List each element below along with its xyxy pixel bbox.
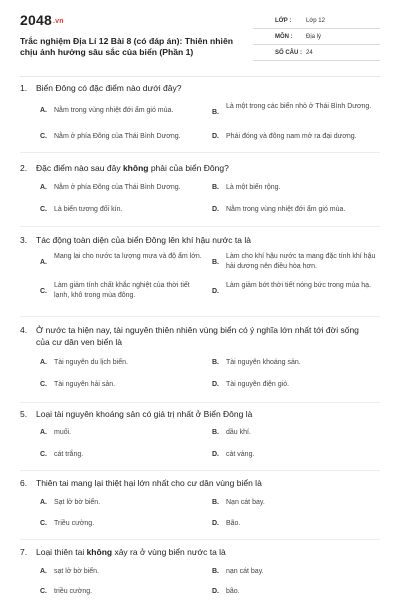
question-7 bbox=[20, 546, 380, 595]
question-text-emphasis: không bbox=[86, 547, 113, 557]
option-text: cát vàng. bbox=[226, 451, 255, 458]
option-letter: B. bbox=[212, 184, 219, 191]
question-separator bbox=[20, 470, 380, 471]
logo-suffix: .vn bbox=[52, 17, 64, 25]
option-text: muối. bbox=[54, 429, 72, 436]
question-text bbox=[36, 409, 252, 419]
option-text: Nằm trong vùng nhiệt đới ẩm gió mùa. bbox=[226, 206, 346, 213]
option-text: Làm giảm tính chất khắc nghiệt của thời tiết lạnh, khô trong mùa đông. bbox=[54, 282, 190, 299]
question-text-part: Loại tài nguyên khoáng sản có giá trị nhất ở Biển Đông là bbox=[36, 409, 253, 419]
page-header bbox=[20, 12, 380, 72]
option-letter: B. bbox=[212, 429, 219, 436]
question-text-part: phải của biển Đông? bbox=[148, 163, 229, 173]
site-logo[interactable] bbox=[20, 12, 64, 28]
option-text: Nạn cát bay. bbox=[226, 499, 265, 506]
question-text bbox=[36, 325, 359, 347]
question-2 bbox=[20, 162, 380, 213]
option-text: Triều cường. bbox=[54, 520, 95, 527]
meta-row-subject bbox=[253, 29, 380, 45]
option-letter: C. bbox=[40, 288, 47, 295]
question-text-part: Loại thiên tai bbox=[36, 547, 87, 557]
question-text-part: Thiên tai mang lại thiệt hại lớn nhất cho cư dân vùng biển là bbox=[36, 478, 262, 488]
option-letter: B. bbox=[212, 109, 219, 116]
question-1 bbox=[20, 82, 380, 140]
option-letter: B. bbox=[212, 359, 219, 366]
question-number: 7. bbox=[20, 547, 28, 557]
option-text: Phái đóng và đông nam mở ra đại dương. bbox=[226, 133, 357, 140]
meta-key: SỐ CÂU : bbox=[275, 50, 302, 56]
option-letter: C. bbox=[40, 206, 47, 213]
option-letter: A. bbox=[40, 568, 47, 575]
option-text: Tài nguyên điện gió. bbox=[226, 381, 290, 388]
option-text: Mang lại cho nước ta lượng mưa và độ ẩm lớn. bbox=[54, 253, 202, 260]
option-text: triều cường. bbox=[54, 588, 93, 595]
meta-row-class bbox=[253, 13, 380, 29]
quiz-meta bbox=[253, 13, 380, 61]
question-text bbox=[36, 235, 251, 245]
question-stem bbox=[20, 82, 380, 94]
option-text: Làm giảm bớt thời tiết nóng bức trong mùa hạ. bbox=[226, 282, 371, 289]
question-separator bbox=[20, 152, 380, 153]
header-divider bbox=[20, 76, 380, 77]
meta-value: Địa lý bbox=[306, 34, 322, 40]
question-stem bbox=[20, 234, 380, 246]
meta-key: MÔN : bbox=[275, 34, 293, 40]
option-letter: A. bbox=[40, 359, 47, 366]
option-letter: B. bbox=[212, 259, 219, 266]
question-4 bbox=[20, 324, 380, 388]
question-6 bbox=[20, 477, 380, 527]
option-text: dầu khí. bbox=[226, 429, 251, 436]
logo-text: 2048 bbox=[20, 12, 52, 28]
option-text: bão. bbox=[226, 588, 240, 595]
option-letter: C. bbox=[40, 451, 47, 458]
option-letter: D. bbox=[212, 520, 219, 527]
meta-row-count bbox=[253, 45, 380, 61]
question-number: 6. bbox=[20, 478, 28, 488]
option-letter: A. bbox=[40, 499, 47, 506]
option-letter: D. bbox=[212, 288, 219, 295]
question-separator bbox=[20, 402, 380, 403]
question-text-part: Biển Đông có đặc điểm nào dưới đây? bbox=[36, 83, 182, 93]
option-text: Là một trong các biển nhỏ ở Thái Bình Dương. bbox=[226, 103, 372, 110]
question-text bbox=[36, 478, 262, 488]
question-stem bbox=[20, 408, 380, 420]
option-letter: C. bbox=[40, 133, 47, 140]
question-number: 4. bbox=[20, 325, 28, 335]
question-text-part: Ở nước ta hiện nay, tài nguyên thiên nhiên vùng biển có ý nghĩa lớn nhất tới đời sống của cư dân ven biển là bbox=[36, 325, 359, 347]
question-stem bbox=[20, 162, 380, 174]
option-text: Tài nguyên hải sản. bbox=[54, 381, 116, 388]
option-letter: A. bbox=[40, 259, 47, 266]
option-text: Nằm ở phía Đông của Thái Bình Dương. bbox=[54, 133, 181, 140]
option-text: Tài nguyên khoáng sản. bbox=[226, 359, 301, 366]
option-text: Là một biển rộng. bbox=[226, 184, 281, 191]
option-letter: A. bbox=[40, 107, 47, 114]
option-letter: A. bbox=[40, 429, 47, 436]
question-text bbox=[36, 83, 181, 93]
question-5 bbox=[20, 408, 380, 458]
question-3 bbox=[20, 234, 380, 299]
meta-value: 24 bbox=[306, 50, 313, 56]
option-letter: A. bbox=[40, 184, 47, 191]
option-letter: D. bbox=[212, 588, 219, 595]
meta-key: LỚP : bbox=[275, 18, 292, 24]
question-number: 2. bbox=[20, 163, 28, 173]
question-text-part: Tác động toàn diện của biển Đông lên khí hậu nước ta là bbox=[36, 235, 251, 245]
option-letter: B. bbox=[212, 499, 219, 506]
option-text: Là biển tương đối kín. bbox=[54, 206, 123, 213]
question-text-part: Đặc điểm nào sau đây bbox=[36, 163, 123, 173]
option-text: Tài nguyên du lịch biển. bbox=[54, 359, 128, 366]
option-text: Nằm trong vùng nhiệt đới ẩm gió mùa. bbox=[54, 107, 174, 114]
question-separator bbox=[20, 539, 380, 540]
option-text: cát trắng. bbox=[54, 451, 84, 458]
question-text-emphasis: không bbox=[122, 163, 149, 173]
option-text: Nằm ở phía Đông của Thái Bình Dương. bbox=[54, 184, 181, 191]
option-letter: D. bbox=[212, 133, 219, 140]
question-stem bbox=[20, 477, 380, 489]
option-letter: D. bbox=[212, 451, 219, 458]
option-letter: C. bbox=[40, 588, 47, 595]
meta-value: Lớp 12 bbox=[306, 18, 325, 24]
option-letter: D. bbox=[212, 381, 219, 388]
option-text: sạt lở bờ biển. bbox=[54, 568, 99, 575]
question-number: 3. bbox=[20, 235, 28, 245]
option-letter: C. bbox=[40, 381, 47, 388]
question-text bbox=[36, 547, 226, 557]
question-number: 1. bbox=[20, 83, 28, 93]
option-text: nạn cát bay. bbox=[226, 568, 264, 575]
question-separator bbox=[20, 226, 380, 227]
option-letter: C. bbox=[40, 520, 47, 527]
option-letter: B. bbox=[212, 568, 219, 575]
question-stem bbox=[20, 546, 380, 558]
question-separator bbox=[20, 316, 380, 317]
question-stem bbox=[20, 324, 365, 348]
option-letter: D. bbox=[212, 206, 219, 213]
page-title: Trắc nghiệm Địa Lí 12 Bài 8 (có đáp án): Thiên nhiên chịu ảnh hưởng sâu sắc của biển (Phần 1) bbox=[20, 36, 233, 57]
option-text: Sạt lở bờ biển. bbox=[54, 499, 101, 506]
question-text-part: xảy ra ở vùng biển nước ta là bbox=[112, 547, 226, 557]
question-number: 5. bbox=[20, 409, 28, 419]
question-text bbox=[36, 163, 229, 173]
option-text: Làm cho khí hậu nước ta mang đặc tính khí hậu hải dương nên điều hòa hơn. bbox=[226, 253, 376, 270]
option-text: Bão. bbox=[226, 520, 241, 527]
